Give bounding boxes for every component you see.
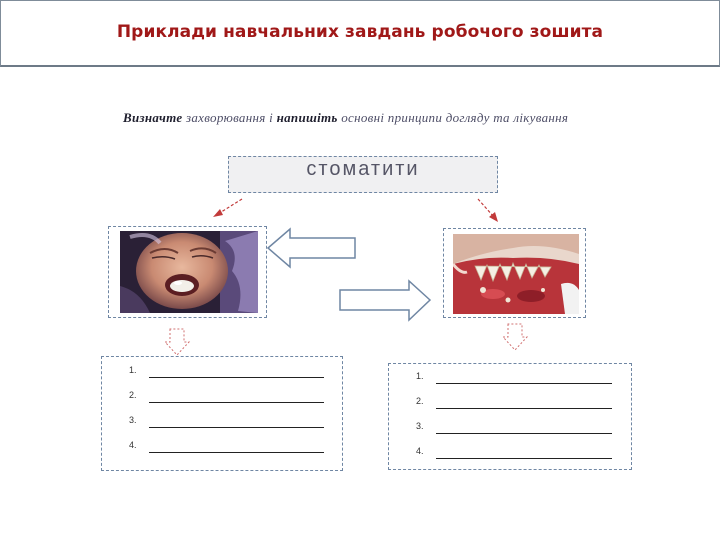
down-arrow-left-icon	[165, 329, 189, 355]
list-item-number: 2.	[416, 396, 424, 406]
hollow-arrow-right-icon	[340, 281, 430, 320]
topic-label: стоматити	[306, 158, 420, 180]
task-text-1: захворювання і	[182, 110, 277, 125]
task-verb-write: напишіть	[276, 110, 338, 125]
list-item-number: 1.	[416, 371, 424, 381]
list-item-number: 1.	[129, 365, 137, 375]
page-title: Приклади навчальних завдань робочого зошита	[116, 22, 604, 42]
diagonal-arrow-right-icon	[478, 199, 498, 222]
list-item-number: 2.	[129, 390, 137, 400]
list-item-number: 4.	[129, 440, 137, 450]
diagonal-arrow-left-icon	[213, 199, 242, 217]
list-item-number: 4.	[416, 446, 424, 456]
hollow-arrow-left-icon	[268, 229, 355, 267]
task-verb-define: Визначте	[123, 110, 183, 125]
down-arrow-right-icon	[503, 324, 527, 350]
task-text-2: основні принципи догляду та лікування	[337, 110, 569, 125]
list-item-number: 3.	[416, 421, 424, 431]
list-item-number: 3.	[129, 415, 137, 425]
